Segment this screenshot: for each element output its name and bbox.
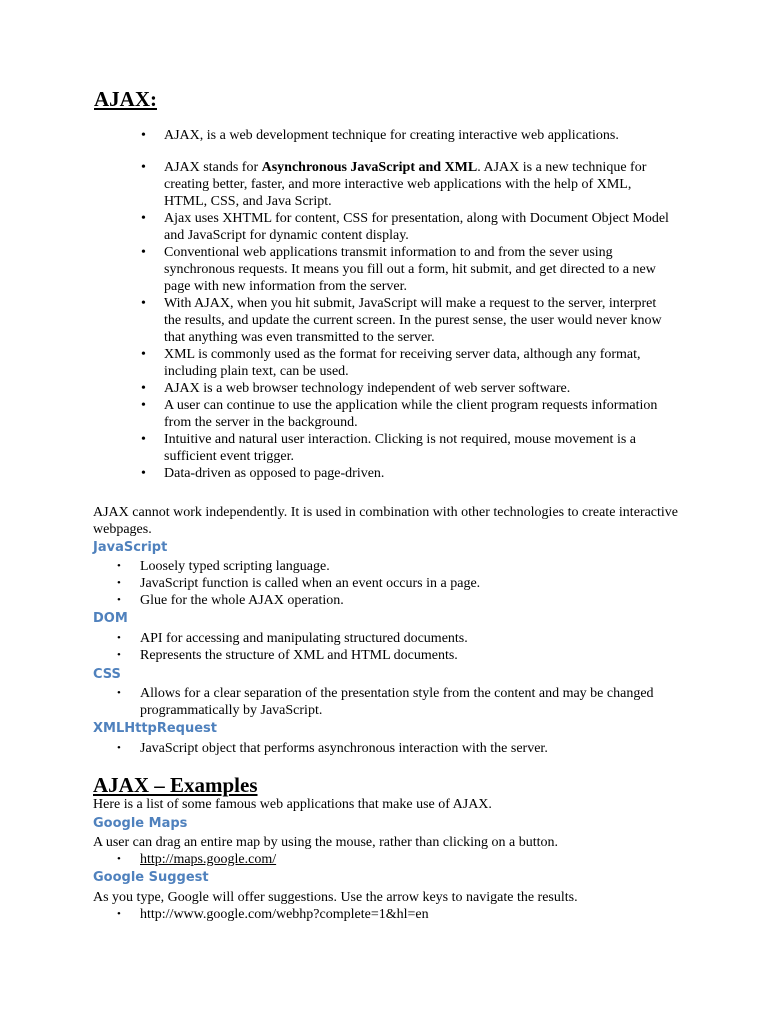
list-item xyxy=(0,906,660,923)
bullet-icon: • xyxy=(117,649,121,661)
javascript-list xyxy=(0,558,768,609)
bullet-icon: • xyxy=(141,296,146,311)
bullet-icon: • xyxy=(117,908,121,920)
bullet-icon: • xyxy=(117,632,121,644)
combination-paragraph: AJAX cannot work independently. It is used in combination with other technologies to create interactive webpages. xyxy=(93,505,678,537)
bullet-icon: • xyxy=(117,687,121,699)
google-suggest-url: http://www.google.com/webhp?complete=1&hl=en xyxy=(140,907,429,922)
bullet-icon: • xyxy=(141,347,146,362)
list-item: • With AJAX, when you hit submit, JavaScript will make a request to the server, interpret the results, and update the current screen. In the purest sense, the user would never know that anything was even transmitted to the server. xyxy=(141,296,662,345)
bullet-icon: • xyxy=(141,160,146,175)
list-item: • Conventional web applications transmit information to and from the sever using synchronous requests. It means you fill out a form, hit submit, and get directed to a new page with new information from the server. xyxy=(141,245,656,294)
list-item: • Represents the structure of XML and HTML documents. xyxy=(117,648,458,663)
list-item: • A user can continue to use the application while the client program requests information from the server in the background. xyxy=(141,398,658,430)
google-maps-text: A user can drag an entire map by using the mouse, rather than clicking on a button. xyxy=(93,835,558,850)
bullet-icon: • xyxy=(117,742,121,754)
google-suggest-text: As you type, Google will offer suggestions. Use the arrow keys to navigate the results. xyxy=(93,890,578,905)
list-item: • AJAX, is a web development technique for creating interactive web applications. xyxy=(141,128,619,143)
bullet-icon: • xyxy=(141,432,146,447)
bullet-icon: • xyxy=(141,245,146,260)
google-maps-link[interactable]: http://maps.google.com/ xyxy=(140,852,277,867)
google-suggest-links xyxy=(0,906,768,923)
bullet-icon: • xyxy=(141,381,146,396)
heading-dom: DOM xyxy=(93,611,128,626)
heading-css: CSS xyxy=(93,667,121,682)
bullet-icon: • xyxy=(117,577,121,589)
list-item: • API for accessing and manipulating structured documents. xyxy=(117,631,468,646)
bullet-icon: • xyxy=(117,853,121,865)
list-item: • Loosely typed scripting language. xyxy=(117,559,330,574)
list-item: • Intuitive and natural user interaction. Clicking is not required, mouse movement is a sufficient event trigger. xyxy=(141,432,636,464)
list-item: • Data-driven as opposed to page-driven. xyxy=(141,466,385,481)
ajax-facts-list xyxy=(0,159,768,482)
examples-intro: Here is a list of some famous web applications that make use of AJAX. xyxy=(93,797,492,812)
heading-google-maps: Google Maps xyxy=(93,816,188,831)
bullet-icon: • xyxy=(141,398,146,413)
list-item: • Ajax uses XHTML for content, CSS for presentation, along with Document Object Model and JavaScript for dynamic content display. xyxy=(141,211,669,243)
bullet-icon: • xyxy=(117,560,121,572)
dom-list xyxy=(0,630,768,664)
google-maps-links xyxy=(0,851,768,868)
xmlhttprequest-list xyxy=(0,740,768,757)
list-item: • JavaScript function is called when an event occurs in a page. xyxy=(117,576,481,591)
list-item xyxy=(0,851,660,868)
bullet-icon: • xyxy=(141,211,146,226)
list-item: • AJAX is a web browser technology independent of web server software. xyxy=(141,381,571,396)
list-item: • Allows for a clear separation of the presentation style from the content and may be changed programmatically by JavaScript. xyxy=(117,686,654,718)
css-list xyxy=(0,685,768,719)
list-item: • JavaScript object that performs asynchronous interaction with the server. xyxy=(117,741,548,756)
bullet-icon: • xyxy=(141,466,146,481)
heading-javascript: JavaScript xyxy=(93,540,168,555)
list-item: • AJAX stands for Asynchronous JavaScript and XML. AJAX is a new technique for creating better, faster, and more interactive web applications with the help of XML, HTML, CSS, and Java Script. xyxy=(141,160,647,209)
list-item: • Glue for the whole AJAX operation. xyxy=(117,593,344,608)
bullet-icon: • xyxy=(141,128,146,143)
intro-list xyxy=(0,127,768,144)
list-item: • XML is commonly used as the format for receiving server data, although any format, including plain text, can be used. xyxy=(141,347,641,379)
page-title: AJAX: xyxy=(94,87,157,111)
examples-title: AJAX – Examples xyxy=(93,773,258,797)
heading-google-suggest: Google Suggest xyxy=(93,870,209,885)
heading-xmlhttprequest: XMLHttpRequest xyxy=(93,721,218,736)
bullet-icon: • xyxy=(117,594,121,606)
